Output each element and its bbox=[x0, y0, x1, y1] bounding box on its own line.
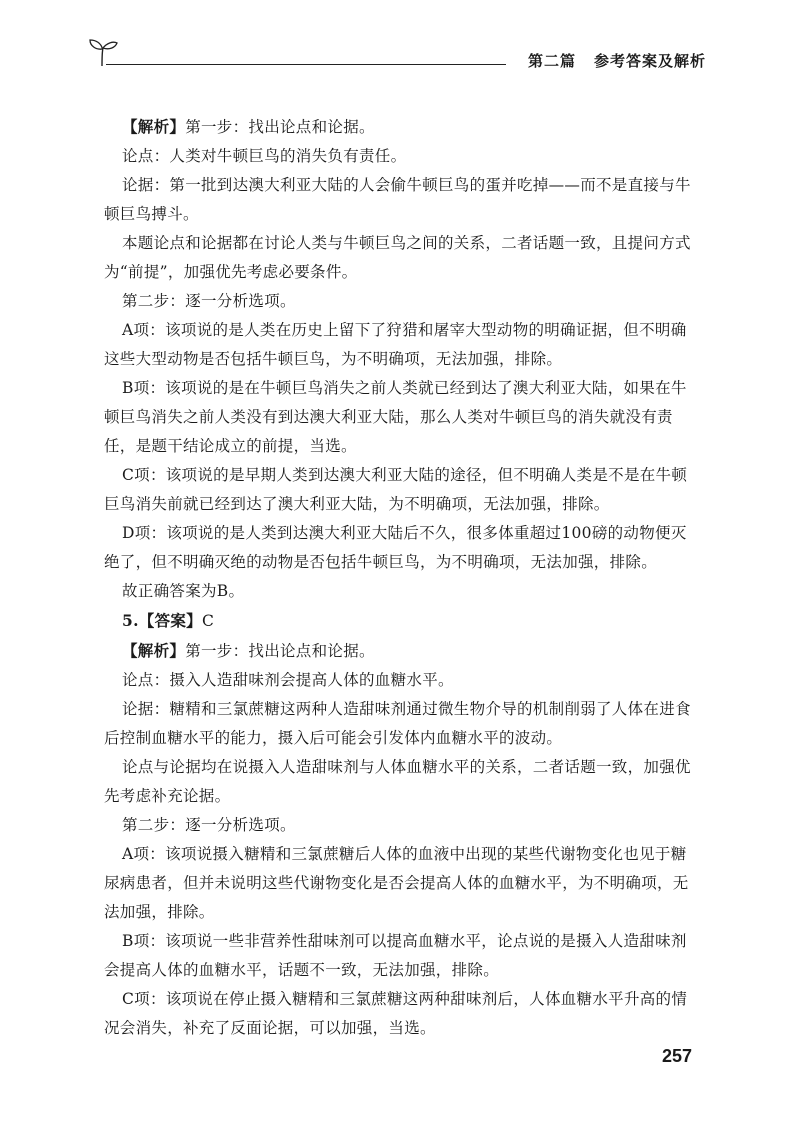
paragraph: 本题论点和论据都在讨论人类与牛顿巨鸟之间的关系，二者话题一致，且提问方式为“前提”，加强优先考虑必要条件。 bbox=[104, 234, 691, 281]
header-title bbox=[528, 50, 706, 71]
answer-line: 5.【答案】C bbox=[122, 611, 215, 630]
answer-body bbox=[104, 112, 694, 1043]
paragraph: B项：该项说的是在牛顿巨鸟消失之前人类就已经到达了澳大利亚大陆，如果在牛顿巨鸟消失之前人类没有到达澳大利亚大陆，那么人类对牛顿巨鸟的消失就没有责任，是题干结论成立的前提，当选。 bbox=[104, 379, 687, 455]
paragraph: C项：该项说在停止摄入糖精和三氯蔗糖这两种甜味剂后，人体血糖水平升高的情况会消失，补充了反面论据，可以加强，当选。 bbox=[104, 990, 688, 1037]
paragraph: C项：该项说的是早期人类到达澳大利亚大陆的途径，但不明确人类是不是在牛顿巨鸟消失前就已经到达了澳大利亚大陆，为不明确项，无法加强，排除。 bbox=[104, 466, 688, 513]
paragraph: 论据：第一批到达澳大利亚大陆的人会偷牛顿巨鸟的蛋并吃掉——而不是直接与牛顿巨鸟搏斗。 bbox=[104, 176, 691, 223]
paragraph: A项：该项说的是人类在历史上留下了狩猎和屠宰大型动物的明确证据，但不明确这些大型动物是否包括牛顿巨鸟，为不明确项，无法加强，排除。 bbox=[104, 321, 687, 368]
paragraph: 【解析】第一步：找出论点和论据。 bbox=[122, 117, 375, 136]
paragraph: A项：该项说摄入糖精和三氯蔗糖后人体的血液中出现的某些代谢物变化也见于糖尿病患者，但并未说明这些代谢物变化是否会提高人体的血糖水平，为不明确项，无法加强，排除。 bbox=[104, 845, 689, 921]
header-part: 第二篇 bbox=[527, 52, 576, 70]
paragraph: 论点与论据均在说摄入人造甜味剂与人体血糖水平的关系，二者话题一致，加强优先考虑补充论据。 bbox=[104, 758, 691, 805]
paragraph: 论点：摄入人造甜味剂会提高人体的血糖水平。 bbox=[122, 671, 454, 689]
paragraph: 论据：糖精和三氯蔗糖这两种人造甜味剂通过微生物介导的机制削弱了人体在进食后控制血糖水平的能力，摄入后可能会引发体内血糖水平的波动。 bbox=[104, 700, 691, 747]
paragraph: B项：该项说一些非营养性甜味剂可以提高血糖水平，论点说的是摄入人造甜味剂会提高人体的血糖水平，话题不一致，无法加强，排除。 bbox=[104, 932, 687, 979]
paragraph: 第二步：逐一分析选项。 bbox=[122, 816, 296, 834]
header-rule bbox=[106, 64, 506, 65]
paragraph: D项：该项说的是人类到达澳大利亚大陆后不久，很多体重超过100磅的动物便灭绝了，但不明确灭绝的动物是否包括牛顿巨鸟，为不明确项，无法加强，排除。 bbox=[104, 524, 687, 571]
paragraph: 论点：人类对牛顿巨鸟的消失负有责任。 bbox=[122, 147, 407, 165]
page-header bbox=[86, 36, 706, 72]
page-number: 257 bbox=[661, 1046, 692, 1066]
paragraph: 故正确答案为B。 bbox=[122, 582, 245, 600]
header-section: 参考答案及解析 bbox=[593, 52, 706, 70]
paragraph: 【解析】第一步：找出论点和论据。 bbox=[122, 641, 375, 660]
paragraph: 第二步：逐一分析选项。 bbox=[122, 292, 296, 310]
